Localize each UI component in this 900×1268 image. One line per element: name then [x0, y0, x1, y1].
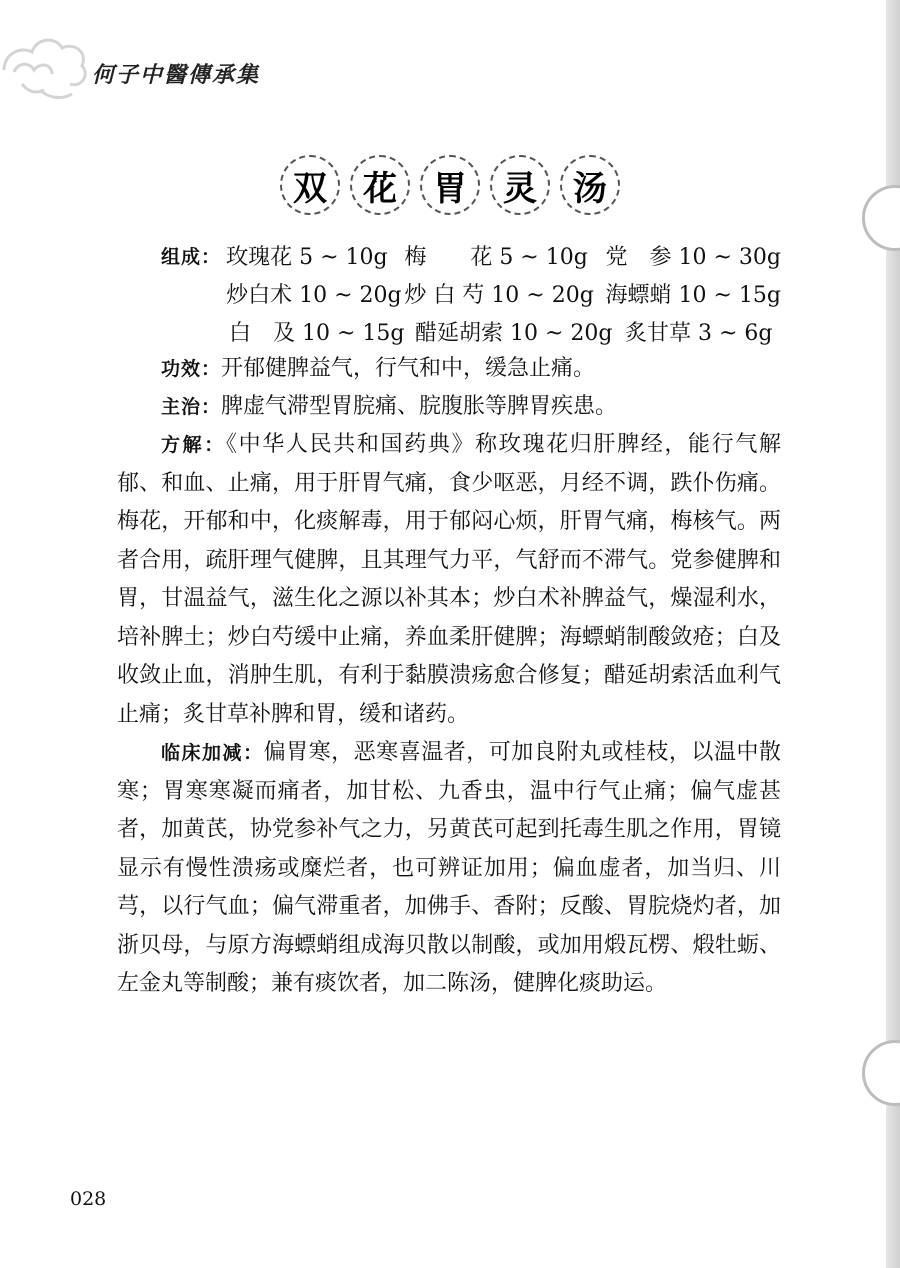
title-char: 灵 [490, 155, 550, 215]
ingredient-item: 白 及 10 ~ 15g [229, 320, 405, 346]
explanation-paragraph [117, 426, 781, 734]
page-edge-ornament [862, 1040, 900, 1106]
modification-text: 偏胃寒，恶寒喜温者，可加良附丸或桂枝，以温中散寒；胃寒寒凝而痛者，加甘松、九香虫，温中行气止痛；偏气虚甚者，加黄芪，协党参补气之力，另黄芪可起到托毒生肌之作用，胃镜显示有慢性溃疡或糜烂者，也可辨证加用；偏血虚者，加当归、川芎，以行气血；偏气滞重者，加佛手、香附；反酸、胃脘烧灼者，加浙贝母，与原方海螵蛸组成海贝散以制酸，或加用煅瓦楞、煅牡蛎、左金丸等制酸；兼有痰饮者，加二陈汤，健脾化痰助运。 [117, 740, 781, 996]
page-title [0, 155, 900, 215]
ingredient-item: 海螵蛸 10 ~ 15g [605, 282, 781, 308]
ingredient-item: 炙甘草 3 ~ 6g [625, 320, 773, 346]
explanation-label: 方解： [161, 434, 226, 456]
efficacy-label: 功效： [161, 358, 222, 380]
page-number: 028 [70, 1188, 107, 1210]
ingredient-row [117, 236, 781, 274]
ingredient-item: 炒白术 10 ~ 20g [226, 282, 402, 308]
modification-label: 临床加减： [161, 742, 264, 764]
ingredient-item: 玫瑰花 5 ~ 10g [226, 244, 388, 270]
indication-text: 脾虚气滞型胃脘痛、脘腹胀等脾胃疾患。 [221, 394, 618, 419]
ingredient-row [117, 274, 781, 312]
ingredient-item: 梅 花 5 ~ 10g [404, 244, 588, 270]
explanation-text: 《中华人民共和国药典》称玫瑰花归肝脾经，能行气解郁、和血、止痛，用于肝胃气痛，食少呕恶，月经不调，跌仆伤痛。梅花，开郁和中，化痰解毒，用于郁闷心烦，肝胃气痛，梅核气。两者合用，疏肝理气健脾，且其理气力平，气舒而不滞气。党参健脾和胃，甘温益气，滋生化之源以补其本；炒白术补脾益气，燥湿利水，培补脾土；炒白芍缓中止痛，养血柔肝健脾；海螵蛸制酸敛疮；白及收敛止血，消肿生肌，有利于黏膜溃疡愈合修复；醋延胡索活血利气止痛；炙甘草补脾和胃，缓和诸药。 [117, 432, 781, 727]
cloud-ornament-icon [0, 28, 95, 113]
indication-label: 主治： [161, 396, 222, 418]
ingredient-item: 炒 白 芍 10 ~ 20g [404, 282, 594, 308]
ingredient-item: 醋延胡索 10 ~ 20g [415, 320, 613, 346]
indication-line [117, 388, 781, 426]
title-char: 汤 [560, 155, 620, 215]
modification-paragraph [117, 734, 781, 1004]
series-title: 何子中醫傳承集 [92, 63, 261, 88]
ingredient-item: 党 参 10 ~ 30g [605, 244, 781, 270]
efficacy-text: 开郁健脾益气，行气和中，缓急止痛。 [221, 356, 596, 381]
efficacy-line [117, 350, 781, 388]
ingredient-row [117, 312, 781, 350]
title-char: 双 [280, 155, 340, 215]
title-char: 花 [350, 155, 410, 215]
recipe-body [117, 236, 781, 1004]
ingredients-label: 组成： [161, 245, 222, 268]
title-char: 胃 [420, 155, 480, 215]
